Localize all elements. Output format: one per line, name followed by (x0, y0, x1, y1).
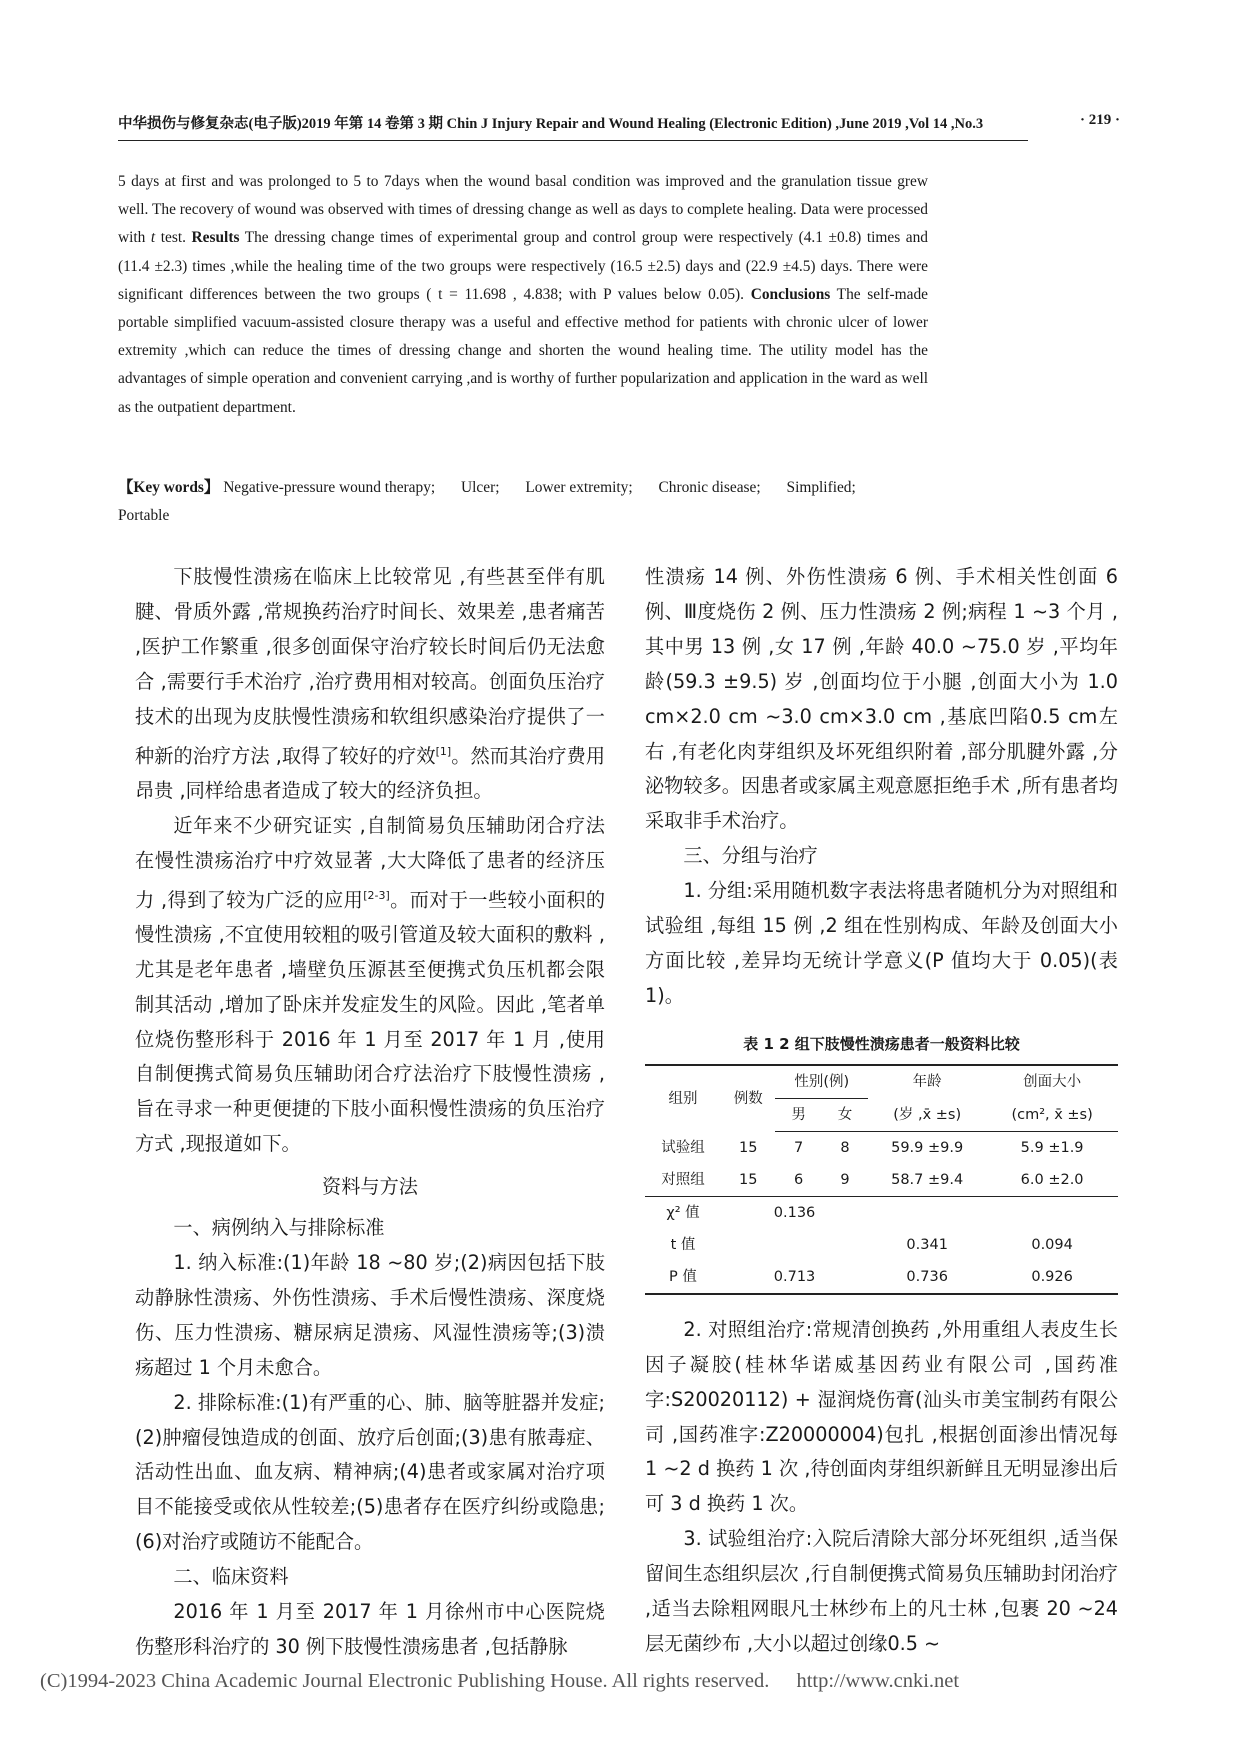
abstract-methods: 5 days at first and was prolonged to 5 to 7days when the wound basal condition was improved and the granulation tissue grew well. The recovery of wound was observed with times of dressing change as well as days to complete healing. Data were processed with (118, 173, 928, 247)
table-row (645, 1261, 1118, 1294)
left-column (135, 560, 605, 1665)
grouping-paragraph: 1. 分组:采用随机数字表法将患者随机分为对照组和试验组 ,每组 15 例 ,2 组在性别构成、年龄及创面大小方面比较 ,差异均无统计学意义(P 值均大于 0.05)(表 1)。 (645, 879, 1118, 1007)
col-age: 年龄 (868, 1065, 986, 1099)
right-column (645, 560, 1118, 1662)
cell: 试验组 (661, 1139, 705, 1156)
cell: 59.9 ±9.9 (891, 1139, 964, 1156)
conclusions-text: The self-made portable simplified vacuum-assisted closure therapy was a useful and effective method for patients with chronic ulcer of lower extremity ,which can reduce the times of dressing change and shorten the wound healing time. The utility model has the advantages of simple operation and convenient carrying ,and is worthy of further popularization and application in the ward as well as the outpatient department. (118, 285, 928, 416)
intro-text: 近年来不少研究证实 ,自制简易负压辅助闭合疗法在慢性溃疡治疗中疗效显著 ,大大降低了患者的经济压力 ,得到了较为广泛的应用 (135, 813, 605, 911)
citation: [2-3] (363, 888, 390, 902)
t-symbol: t (150, 229, 156, 247)
table-row (645, 1164, 1118, 1197)
cell: 8 (840, 1139, 850, 1156)
cell: 5.9 ±1.9 (1020, 1139, 1084, 1156)
col-size: 创面大小 (986, 1065, 1118, 1099)
table-row (645, 1229, 1118, 1261)
page-number: · 219 · (1080, 112, 1121, 128)
cell: 0.736 (868, 1261, 986, 1294)
cell: 0.094 (1031, 1236, 1073, 1253)
keywords-label: 【Key words】 (118, 479, 220, 496)
col-age-unit: (岁 ,x̄ ±s) (868, 1098, 986, 1131)
experimental-treatment: 3. 试验组治疗:入院后清除大部分坏死组织 ,适当保留间生态组织层次 ,行自制便携式简易负压辅助封闭治疗 ,适当去除粗网眼凡士林纱布上的凡士林 ,包裹 20 ~24 层无菌纱布 ,大小以超过创缘0.5 ~ (645, 1527, 1118, 1655)
keywords (118, 474, 938, 530)
subsection-title: 一、病例纳入与排除标准 (173, 1216, 385, 1240)
conclusions-label: Conclusions (750, 285, 831, 303)
control-treatment: 2. 对照组治疗:常规清创换药 ,外用重组人表皮生长因子凝胶(桂林华诺威基因药业有限公司 ,国药准字:S20020112) + 湿润烧伤膏(汕头市美宝制药有限公司 ,国药准字:Z20000004)包扎 ,根据创面渗出情况每 1 ~2 d 换药 1 次 ,待创面肉芽组织新鲜且无明显渗出后可 3 d 换药 1 次。 (645, 1317, 1118, 1516)
results-text: The dressing change times of experimental group and control group were respectively (4.1 ±0.8) times and (11.4 ±2.3) times ,while the healing time of the two groups were respectively (16.5 ±2.5) days and (22.9 ±4.5) days. There were significant differences between the two groups ( t = 11.698 , 4.838; with P values below 0.05). (118, 229, 928, 303)
cnki-link[interactable]: http://www.cnki.net (796, 1670, 960, 1692)
journal-header (118, 112, 1128, 133)
header-rule (118, 140, 1028, 141)
cell: 0.926 (986, 1261, 1118, 1294)
keyword: Ulcer; (461, 479, 500, 496)
intro-paragraph-1 (135, 560, 605, 809)
section-title: 资料与方法 (322, 1175, 418, 1199)
cell: 0.136 (721, 1196, 868, 1229)
table-1 (645, 1032, 1118, 1295)
cell (721, 1229, 868, 1261)
col-group: 组别 (645, 1065, 721, 1132)
cell: χ² 值 (645, 1196, 721, 1229)
col-cases: 例数 (721, 1065, 776, 1132)
cell: 9 (840, 1171, 850, 1188)
copyright-footer (40, 1670, 959, 1693)
inclusion-criteria: 1. 纳入标准:(1)年龄 18 ~80 岁;(2)病因包括下肢动静脉性溃疡、外伤性溃疡、手术后慢性溃疡、深度烧伤、压力性溃疡、糖尿病足溃疡、风湿性溃疡等;(3)溃疡超过 1 个月未愈合。 (135, 1251, 605, 1379)
cell: 6 (794, 1171, 804, 1188)
cell: t 值 (670, 1236, 696, 1253)
keyword: Simplified; (786, 479, 856, 496)
cell: P 值 (645, 1261, 721, 1294)
results-label: Results (191, 229, 240, 247)
clinical-data: 2016 年 1 月至 2017 年 1 月徐州市中心医院烧伤整形科治疗的 30 例下肢慢性溃疡患者 ,包括静脉 (135, 1600, 605, 1658)
keyword: Portable (118, 507, 170, 525)
copyright-text: (C)1994-2023 China Academic Journal Electronic Publishing House. All rights reserved. (40, 1670, 770, 1692)
keyword: Lower extremity; (525, 479, 633, 496)
table-row (645, 1196, 1118, 1229)
table-row (645, 1131, 1118, 1164)
col-size-unit: (cm², x̄ ±s) (986, 1098, 1118, 1131)
table-caption: 表 1 2 组下肢慢性溃疡患者一般资料比较 (743, 1034, 1020, 1053)
cell (868, 1196, 986, 1229)
col-female: 女 (822, 1098, 868, 1131)
abstract-methods-end: test. (155, 229, 192, 247)
citation: [1] (435, 744, 452, 758)
cell: 对照组 (661, 1171, 705, 1188)
subsection-title: 三、分组与治疗 (683, 844, 818, 868)
cell: 0.713 (721, 1261, 868, 1294)
baseline-table (645, 1064, 1118, 1295)
clinical-data-cont: 性溃疡 14 例、外伤性溃疡 6 例、手术相关性创面 6 例、Ⅲ度烧伤 2 例、压力性溃疡 2 例;病程 1 ~3 个月 ,其中男 13 例 ,女 17 例 ,年龄 40.0 ~75.0 岁 ,平均年龄(59.3 ±9.5) 岁 ,创面均位于小腿 ,创面大小为 1.0 cm×2.0 cm ~3.0 cm×3.0 cm ,基底凹陷0.5 cm左右 ,有老化肉芽组织及坏死组织附着 ,部分肌腱外露 ,分泌物较多。因患者或家属主观意愿拒绝手术 ,所有患者均采取非手术治疗。 (645, 565, 1118, 833)
cell (986, 1196, 1118, 1229)
journal-line: 中华损伤与修复杂志(电子版)2019 年第 14 卷第 3 期 Chin J Injury Repair and Wound Healing (Electronic Edition) ,June 2019 ,Vol 14 ,No.3 (118, 116, 984, 132)
cell: 6.0 ±2.0 (1020, 1171, 1084, 1188)
subsection-title: 二、临床资料 (173, 1565, 289, 1589)
intro-text: 。然而其治疗费用昂贵 ,同样给患者造成了较大的经济负担。 (135, 743, 606, 802)
exclusion-criteria: 2. 排除标准:(1)有严重的心、肺、脑等脏器并发症;(2)肿瘤侵蚀造成的创面、放疗后创面;(3)患有脓毒症、活动性出血、血友病、精神病;(4)患者或家属对治疗项目不能接受或依从性较差;(5)患者存在医疗纠纷或隐患;(6)对治疗或随访不能配合。 (135, 1390, 605, 1554)
intro-text: 。而对于一些较小面积的慢性溃疡 ,不宜使用较粗的吸引管道及较大面积的敷料 ,尤其是老年患者 ,墙壁负压源甚至便携式负压机都会限制其活动 ,增加了卧床并发症发生的风险。因此 ,笔者单位烧伤整形科于 2016 年 1 月至 2017 年 1 月 ,使用自制便携式简易负压辅助闭合疗法治疗下肢慢性溃疡 ,旨在寻求一种更便捷的下肢小面积慢性溃疡的负压治疗方式 ,现报道如下。 (135, 887, 606, 1156)
intro-text: 下肢慢性溃疡在临床上比较常见 ,有些甚至伴有肌腱、骨质外露 ,常规换药治疗时间长、效果差 ,患者痛苦 ,医护工作繁重 ,很多创面保守治疗较长时间后仍无法愈合 ,需要行手术治疗 ,治疗费用相对较高。创面负压治疗技术的出现为皮肤慢性溃疡和软组织感染治疗提供了一种新的治疗方法 ,取得了较好的疗效 (135, 565, 605, 767)
cell: 0.341 (906, 1236, 948, 1253)
cell: 15 (738, 1139, 758, 1156)
col-sex: 性别(例) (775, 1065, 868, 1099)
col-male: 男 (775, 1098, 821, 1131)
cell: 7 (794, 1139, 804, 1156)
cell: 58.7 ±9.4 (891, 1171, 964, 1188)
abstract (118, 168, 928, 422)
keyword: Chronic disease; (658, 479, 761, 496)
intro-paragraph-2 (135, 809, 605, 1162)
keyword: Negative-pressure wound therapy; (223, 479, 436, 496)
cell: 15 (738, 1171, 758, 1188)
